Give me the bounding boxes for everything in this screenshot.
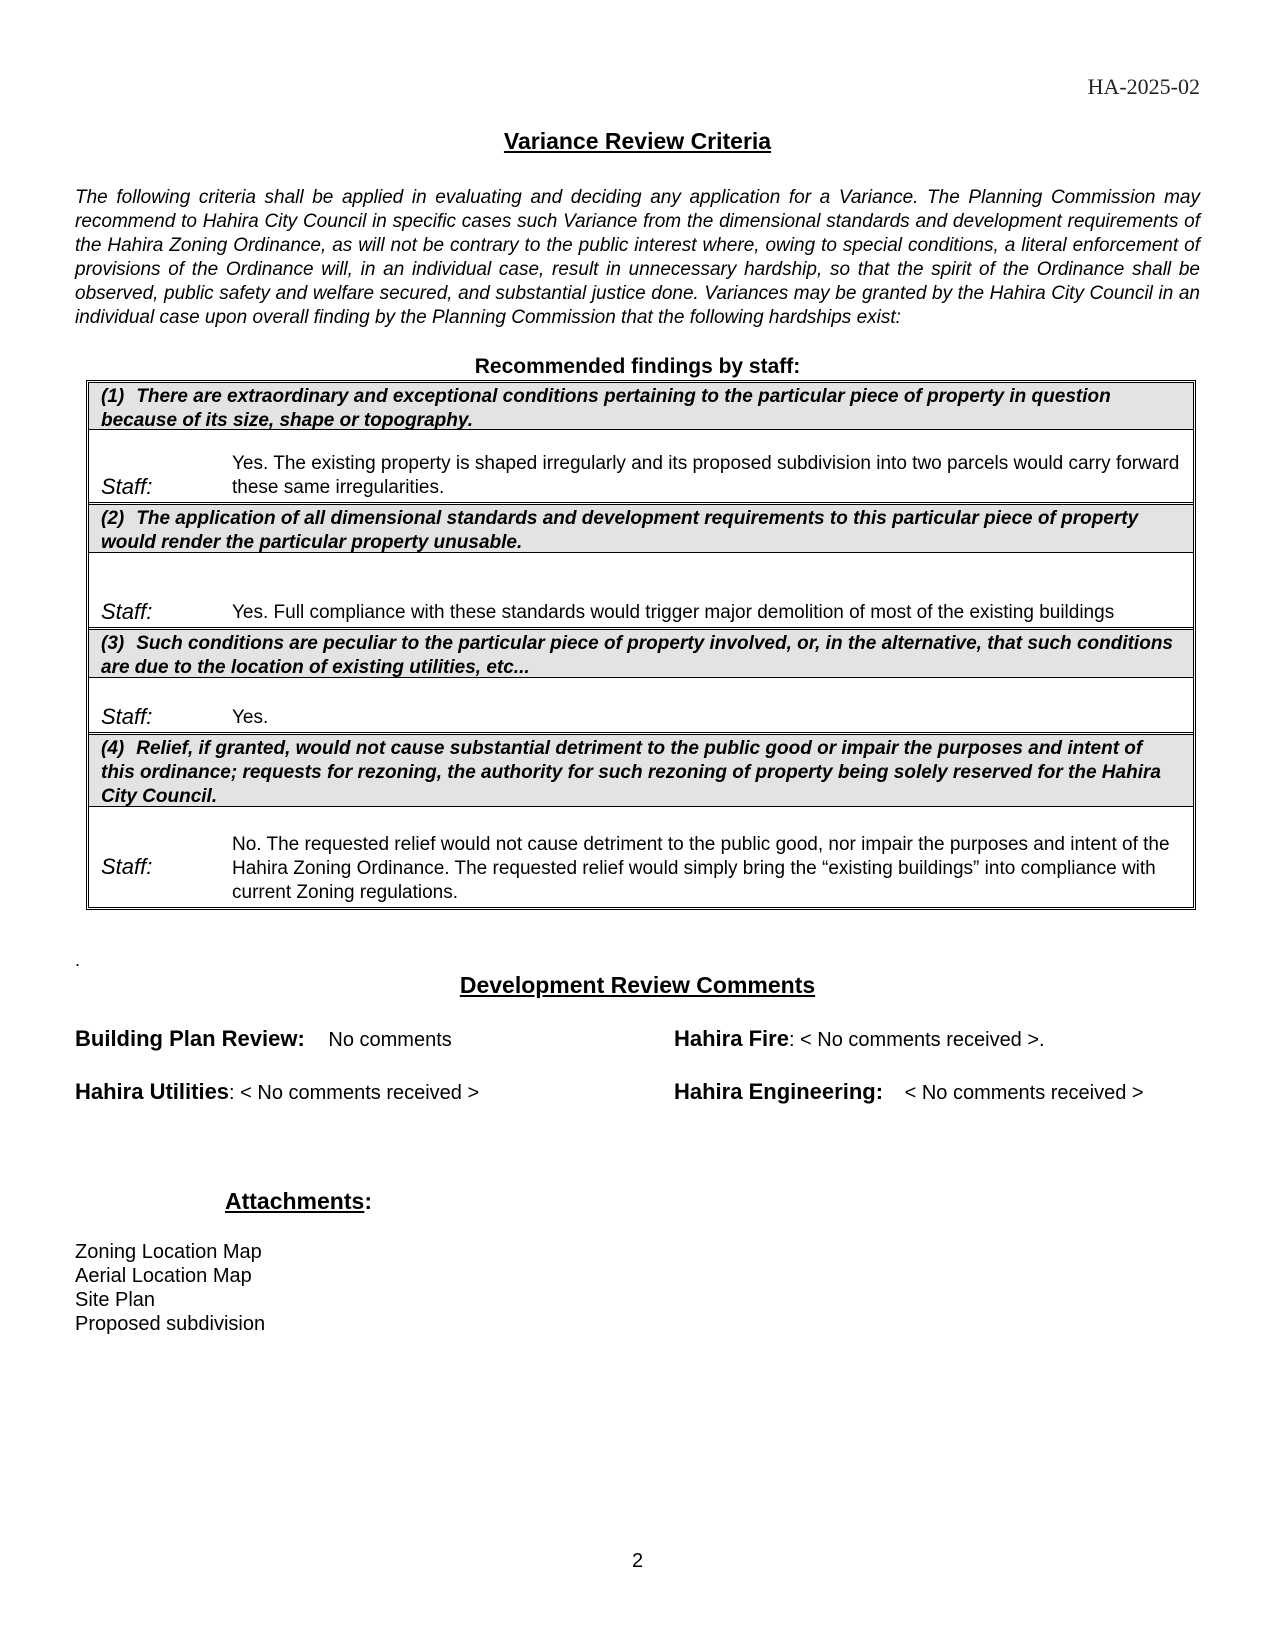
staff-text: Yes. (232, 707, 269, 728)
building-plan-value: No comments (328, 1029, 452, 1051)
hahira-fire-review (674, 1026, 1045, 1052)
staff-label: Staff: (101, 854, 153, 879)
stray-mark: . (75, 950, 81, 970)
fire-value: : < No comments received >. (788, 1029, 1045, 1051)
staff-text: Yes. The existing property is shaped irregularly and its proposed subdivision into two parcels would carry forward these same irregularities. (232, 453, 1180, 498)
criterion-3 (89, 630, 1193, 678)
criterion-number: (3) (101, 633, 125, 654)
criterion-text: Such conditions are peculiar to the particular piece of property involved, or, in the alternative, that such conditions are due to the location of existing utilities, etc... (101, 633, 1173, 678)
building-plan-review (75, 1026, 452, 1052)
utilities-label: Hahira Utilities (75, 1079, 230, 1104)
staff-finding-2 (89, 553, 1193, 630)
page-number: 2 (631, 1550, 644, 1572)
staff-text: Yes. Full compliance with these standards would trigger major demolition of most of the existing buildings (232, 602, 1115, 623)
criterion-number: (4) (101, 738, 125, 759)
staff-label: Staff: (101, 704, 153, 729)
variance-intro: The following criteria shall be applied in evaluating and deciding any application for a Variance. The Planning Commission may recommend to Hahira City Council in specific cases such Variance from the dimensional standards and development requirements of the Hahira Zoning Ordinance, as will not be contrary to the public interest where, owing to special conditions, a literal enforcement of provisions of the Ordinance will, in an individual case, result in unnecessary hardship, so that the spirit of the Ordinance shall be observed, public safety and welfare secured, and substantial justice done. Variances may be granted by the Hahira City Council in an individual case upon overall finding by the Planning Commission that the following hardships exist: (75, 187, 1200, 328)
building-plan-label: Building Plan Review: (75, 1026, 305, 1051)
staff-text: No. The requested relief would not cause detriment to the public good, nor impair the purposes and intent of the Hahira Zoning Ordinance. The requested relief would simply bring the “existing buildings” into compliance with current Zoning regulations. (232, 834, 1170, 903)
staff-finding-3 (89, 678, 1193, 735)
criterion-text: There are extraordinary and exceptional conditions pertaining to the particular piece of property in question because of its size, shape or topography. (101, 386, 1111, 431)
criterion-number: (2) (101, 508, 125, 529)
criterion-number: (1) (101, 386, 125, 407)
engineering-label: Hahira Engineering: (674, 1079, 884, 1104)
case-number: HA-2025-02 (1087, 74, 1200, 99)
criterion-1 (89, 383, 1193, 430)
staff-label: Staff: (101, 474, 153, 499)
attachment-item: Proposed subdivision (75, 1313, 266, 1335)
criterion-2 (89, 505, 1193, 553)
attachments-title-text: Attachments (225, 1188, 365, 1214)
criterion-4 (89, 735, 1193, 807)
attachments-title (225, 1188, 372, 1215)
criterion-text: The application of all dimensional standards and development requirements to this particular piece of property would render the particular property unusable. (101, 508, 1139, 553)
attachment-item: Aerial Location Map (75, 1265, 252, 1287)
attachments-title-colon: : (364, 1188, 372, 1214)
utilities-value: : < No comments received > (229, 1082, 480, 1104)
variance-title: Variance Review Criteria (503, 128, 772, 154)
attachment-item: Site Plan (75, 1289, 156, 1311)
attachments-list (75, 1240, 265, 1336)
staff-label: Staff: (101, 599, 153, 624)
fire-label: Hahira Fire (674, 1026, 789, 1051)
engineering-value: < No comments received > (904, 1082, 1144, 1104)
criteria-table (86, 380, 1196, 910)
hahira-utilities-review (75, 1079, 479, 1105)
hahira-engineering-review (674, 1079, 1144, 1105)
staff-finding-4 (89, 807, 1193, 907)
staff-finding-1 (89, 430, 1193, 505)
development-title: Development Review Comments (459, 972, 816, 998)
attachment-item: Zoning Location Map (75, 1241, 262, 1263)
criterion-text: Relief, if granted, would not cause substantial detriment to the public good or impair the purposes and intent of this ordinance; requests for rezoning, the authority for such rezoning of property being solely reserved for the Hahira City Council. (101, 738, 1161, 807)
findings-title: Recommended findings by staff: (474, 355, 801, 378)
